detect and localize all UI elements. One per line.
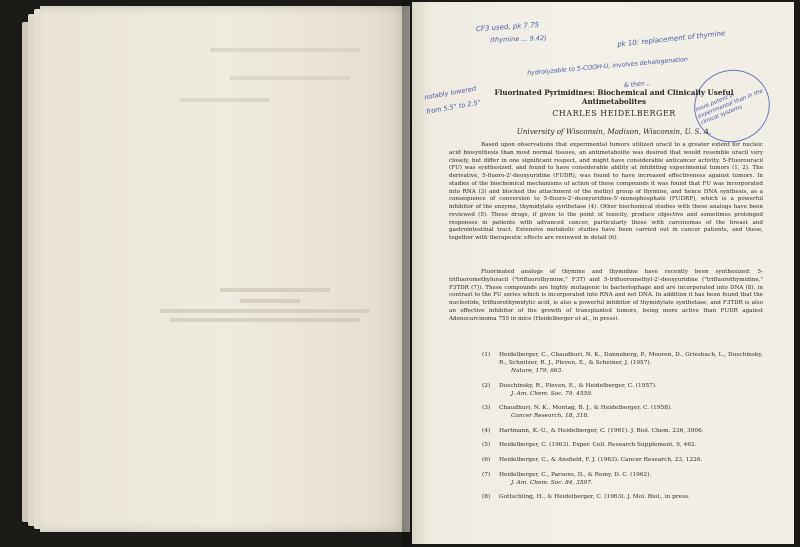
reference-number: (2) [482, 382, 491, 389]
reference-text: Heidelberger, C., Chaudhuri, N. K., Danneberg, P., Mooren, D., Griesbach, L., Duschinsky, R., Schnitzer, R. J., Pleven, E., & Scheiner, J. (1957). [499, 352, 763, 366]
paragraph-text: Based upon observations that experimental tumors utilized uracil to a greater extent for nucleic acid biosynthesis than most normal tissues, an antimetabolite was desired that would resemble uracil very closely, but differ in one significant respect, and might have considerable anticancer activity. 5-Fluorouracil (FU) was synthesized, and found to have considerable ability at inhibiting experimental tumors (1, 2). The derivative, 5-fluoro-2'-deoxyuridine (FUDR), was found to have increased effectiveness against tumors. In studies of the biochemical mechanisms of action of these compounds it was found that FU was incorporated into RNA (3) and blocked the attachment of the methyl group of thymine, and hence DNA synthesis, as a consequence of conversion to 5-fluoro-2'-deoxyuridine-5'-monophosphate (FUDRP), which is a powerful inhibitor of the enzyme, thymidylate synthetase (4). Other biochemical studies with these analogs have been reviewed (5). These drugs, if given to the point of toxicity, produce objective and sometimes prolonged responses in patients with advanced cancer, particularly those with carcinomas of the breast and gastrointestinal tract. Extensive metabolic studies have been carried out in cancer patients, and these, together with therapeutic effects are reviewed in detail (6). [449, 142, 763, 241]
right-page [412, 2, 794, 544]
reference-text: Gottschling, H., & Heidelberger, C. (1963). J. Mol. Biol., in press. [499, 494, 690, 501]
reference-item [482, 351, 772, 375]
reference-number: (6) [482, 456, 491, 463]
reference-text: Duschinsky, R., Pleven, E., & Heidelberger, C. (1957). [499, 382, 657, 389]
reference-number: (1) [482, 352, 491, 358]
article-title [494, 88, 734, 106]
handwritten-note: & then ,, [623, 79, 651, 90]
article-author: CHARLES HEIDELBERGER [552, 109, 676, 118]
reference-item [482, 456, 772, 464]
reference-number: (3) [482, 405, 491, 412]
paragraph-text: Fluorinated analogs of thymine and thymidine have recently been synthesized: 5-trifluoromethyluracil ("trifluorothymine," F3T) and 5-trifluoromethyl-2'-deoxyuridine ("trifluorothymidine," F3TDR (7)). These compounds are highly mutagenic to bacteriophage and are incorporated into DNA (8), in contrast to the FU series which is incorporated into RNA and not DNA. In addition it has been found that the nucleotide, trifluorothymidylic acid, is also a powerful inhibitor of thymidylate synthetase, and F3TDR is also an effective inhibitor of the growth of transplanted tumors, being more active than FUDR against Adenocarcinoma 755 in mice (Heidelberger et al., in press). [449, 269, 763, 322]
left-page [40, 6, 410, 532]
reference-item [482, 471, 772, 487]
handwritten-note: pk 10: replacement of thymine [616, 29, 726, 49]
reference-item [482, 427, 772, 435]
handwritten-note: (thymine ... 9.42) [489, 34, 547, 44]
reference-item [482, 382, 772, 398]
reference-source: Cancer Research, 18, 318. [511, 413, 589, 420]
reference-text: Chaudhuri, N. K., Montag, B. J., & Heidelberger, C. (1958). [499, 405, 673, 412]
article-title-line: Antimetabolites [581, 97, 647, 106]
reference-number: (5) [482, 442, 491, 449]
handwritten-note: hydrolyzable to 5-COOH-U, involves dehalogenation [526, 55, 689, 78]
bleed-through [230, 76, 350, 80]
reference-list [482, 351, 772, 508]
bleed-through [220, 288, 330, 292]
reference-item [482, 441, 772, 449]
reference-source: J. Am. Chem. Soc. 84, 3597. [511, 479, 593, 486]
bleed-through [210, 48, 360, 52]
body-paragraph [449, 142, 763, 243]
bleed-through [180, 98, 270, 102]
handwritten-note: CF3 used, pk 7.75 [475, 20, 540, 34]
reference-number: (4) [482, 427, 491, 434]
reference-text: Heidelberger, C., Parsons, D., & Remy, D. C. (1962). [499, 471, 652, 478]
bleed-through [170, 318, 360, 322]
reference-source: Nature, 179, 663. [511, 368, 564, 374]
reference-text: Heidelberger, C., & Ansfield, F. J. (1963). Cancer Research, 23, 1226. [499, 456, 703, 463]
handwritten-note: notably lowered [423, 84, 477, 102]
reference-text: Heidelberger, C. (1963). Exper. Cell. Research Supplement, 9, 462. [499, 442, 697, 449]
handwritten-note: more potent in experimental than in the clinical systems [694, 88, 764, 127]
reference-text: Hartmann, K.-U., & Heidelberger, C. (1961). J. Biol. Chem. 236, 3006. [499, 427, 704, 434]
article-title-line: Fluorinated Pyrimidines: Biochemical and Clinically Useful [494, 88, 734, 97]
reference-item [482, 493, 772, 501]
bleed-through [160, 309, 370, 313]
reference-number: (7) [482, 471, 491, 478]
reference-number: (8) [482, 494, 491, 501]
bleed-through [240, 299, 300, 303]
reference-source: J. Am. Chem. Soc. 79, 4559. [511, 390, 593, 397]
reference-item [482, 404, 772, 420]
article-affiliation: University of Wisconsin, Madison, Wisconsin, U. S. A. [516, 127, 712, 136]
body-paragraph [449, 269, 763, 323]
handwritten-note: from 5.5° to 2.5° [425, 98, 482, 116]
